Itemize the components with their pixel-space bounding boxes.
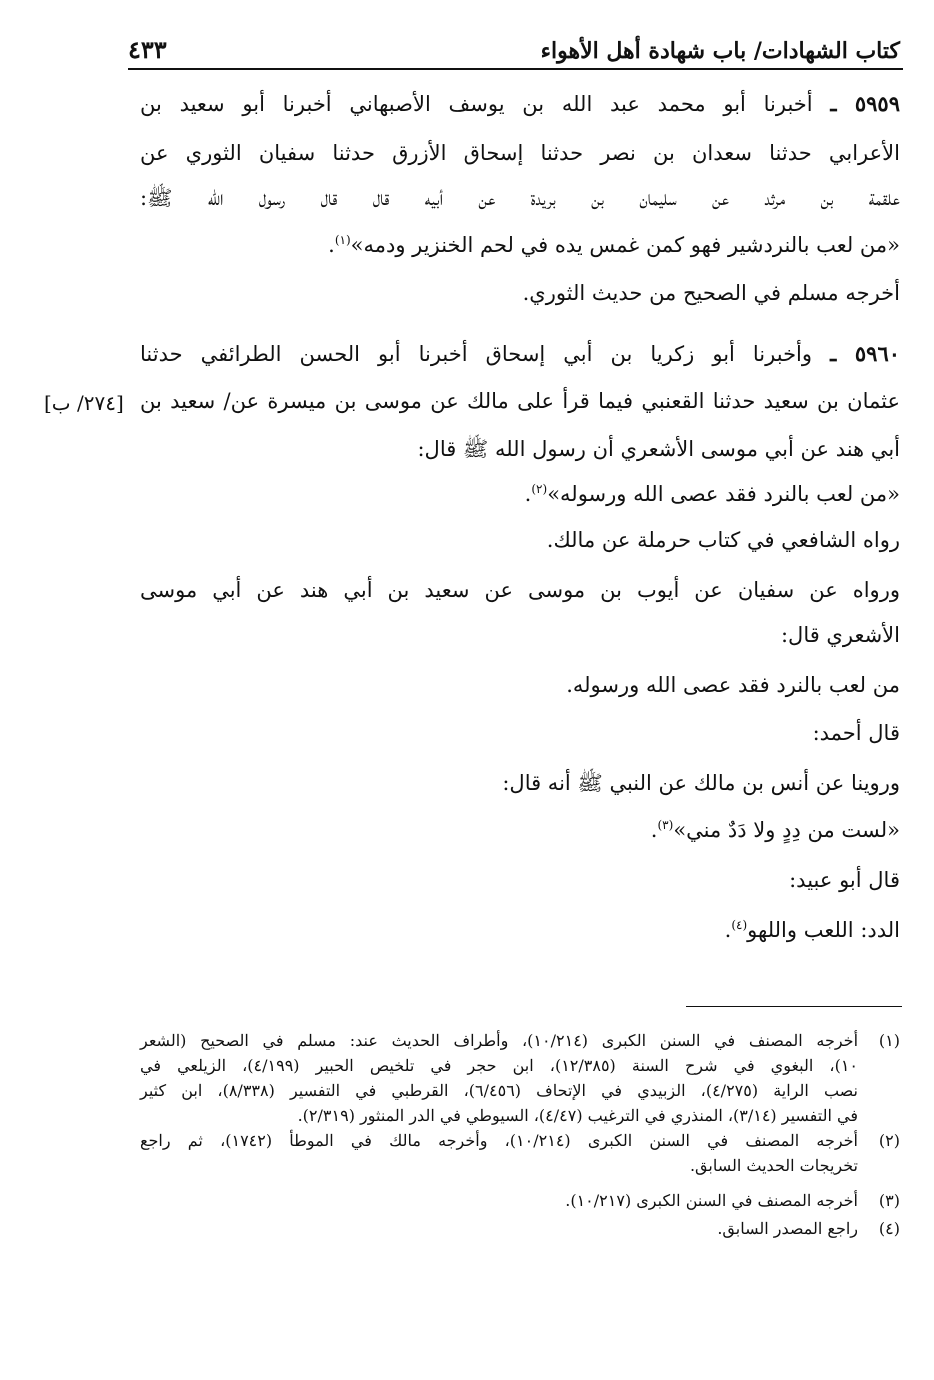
text-line (547, 530, 900, 551)
footnote-marker: (٣) (657, 818, 674, 832)
line-text: أخرجه مسلم في الصحيح من حديث الثوري. (522, 281, 900, 305)
hadith-number: ٥٩٦٠ ـ (830, 341, 901, 366)
text-line (140, 391, 900, 412)
footnote-marker: (١) (334, 233, 351, 247)
line-text: وروينا عن أنس بن مالك عن النبي ﷺ أنه قال: (502, 771, 900, 795)
footnote-number: (٤) (878, 1219, 900, 1238)
header-rule (128, 68, 903, 70)
text-line (523, 283, 900, 304)
footnote-line: في التفسير (٣/١٤)، المنذري في الترغيب (٤/٤٧)، السيوطي في الدر المنثور (٢/٣١٩). (297, 1106, 858, 1125)
margin-folio-reference: [٢٧٤/ ب] (44, 391, 124, 415)
running-header (128, 22, 900, 64)
text-line (502, 773, 900, 794)
header-title: كتاب الشهادات/ باب شهادة أهل الأهواء (540, 38, 900, 64)
text-line (789, 870, 900, 891)
footnote-line: أخرجه المصنف في السنن الكبرى (١٠/٢١٧). (565, 1191, 858, 1210)
line-text: «من لعب بالنردشير فهو كمن غمس يده في لحم الخنزير ودمه» (350, 233, 900, 257)
line-text: قال أحمد: (812, 721, 900, 745)
footnote-marker: (٤) (731, 918, 748, 932)
line-text: قال أبو عبيد: (789, 868, 900, 892)
footnote-line: تخريجات الحديث السابق. (689, 1156, 858, 1175)
page-number: ٤٣٣ (128, 35, 167, 64)
line-text: «من لعب بالنرد فقد عصى الله ورسوله» (547, 482, 900, 506)
footnote-line: نصب الراية (٤/٢٧٥)، الزبيدي في الإتحاف (٦/٤٥٦)، القرطبي في التفسير (٨/٣٣٨)، ابن كثير (140, 1081, 858, 1100)
line-text: من لعب بالنرد فقد عصى الله ورسوله. (566, 673, 900, 697)
text-line (725, 920, 900, 941)
text-line (566, 675, 900, 696)
text-line (417, 439, 900, 460)
line-text: أبي هند عن أبي موسى الأشعري أن رسول الله ﷺ قال: (417, 437, 900, 461)
text-line (328, 235, 900, 256)
line-text: الأعرابي حدثنا سعدان بن نصر حدثنا إسحاق الأزرق حدثنا سفيان الثوري عن (140, 141, 900, 165)
line-end-punctuation: . (724, 918, 732, 942)
footnote-marker: (٢) (531, 482, 548, 496)
line-text: رواه الشافعي في كتاب حرملة عن مالك. (546, 528, 900, 552)
footnote-number: (٣) (878, 1191, 900, 1210)
footnote-line: أخرجه المصنف في السنن الكبرى (١٠/٢١٤)، وأطراف الحديث عند: مسلم في الصحيح (الشعر (140, 1031, 859, 1050)
line-text: علقمة بن مرثد عن سليمان بن بريدة عن أبيه قال قال رسول الله ﷺ: (140, 186, 900, 210)
hadith-number: ٥٩٥٩ ـ (830, 91, 900, 116)
line-text: «لست من دِدٍ ولا دَدٌ مني» (673, 818, 900, 842)
line-text: ورواه عن سفيان عن أيوب بن موسى عن سعيد بن أبي هند عن أبي موسى (140, 578, 900, 602)
line-text: الأشعري قال: (780, 623, 900, 647)
line-end-punctuation: . (328, 233, 335, 257)
text-line (140, 93, 900, 115)
text-line (651, 820, 900, 841)
text-line (813, 723, 900, 744)
line-text: الدد: اللعب واللهو (747, 918, 900, 942)
footnote-line: أخرجه المصنف في السنن الكبرى (١٠/٢١٤)، وأخرجه مالك في الموطأ (١٧٤٢)، ثم راجع (140, 1131, 858, 1150)
line-end-punctuation: . (650, 818, 658, 842)
text-line (140, 188, 900, 209)
text-line (781, 625, 900, 646)
footnote-line: راجع المصدر السابق. (717, 1219, 858, 1238)
footnote-number: (٢) (878, 1131, 900, 1150)
line-text: وأخبرنا أبو زكريا بن أبي إسحاق أخبرنا أبو الحسن الطرائفي حدثنا (140, 342, 831, 366)
footnote-line: ١٠)، البغوي في شرح السنة (١٢/٣٨٥)، ابن حجر في تلخيص الحبير (٤/١٩٩)، الزيلعي في (140, 1056, 859, 1075)
text-line (140, 343, 900, 365)
line-text: أخبرنا أبو محمد عبد الله بن يوسف الأصبهاني أخبرنا أبو سعيد بن (140, 92, 831, 116)
text-line (140, 580, 900, 601)
line-end-punctuation: . (524, 482, 532, 506)
footnote-number: (١) (878, 1031, 900, 1050)
footnote-rule (686, 1006, 902, 1007)
text-line (525, 484, 900, 505)
line-text: عثمان بن سعيد حدثنا القعنبي فيما قرأ على مالك عن موسى بن ميسرة عن/ سعيد بن (140, 389, 900, 413)
text-line (140, 143, 900, 164)
